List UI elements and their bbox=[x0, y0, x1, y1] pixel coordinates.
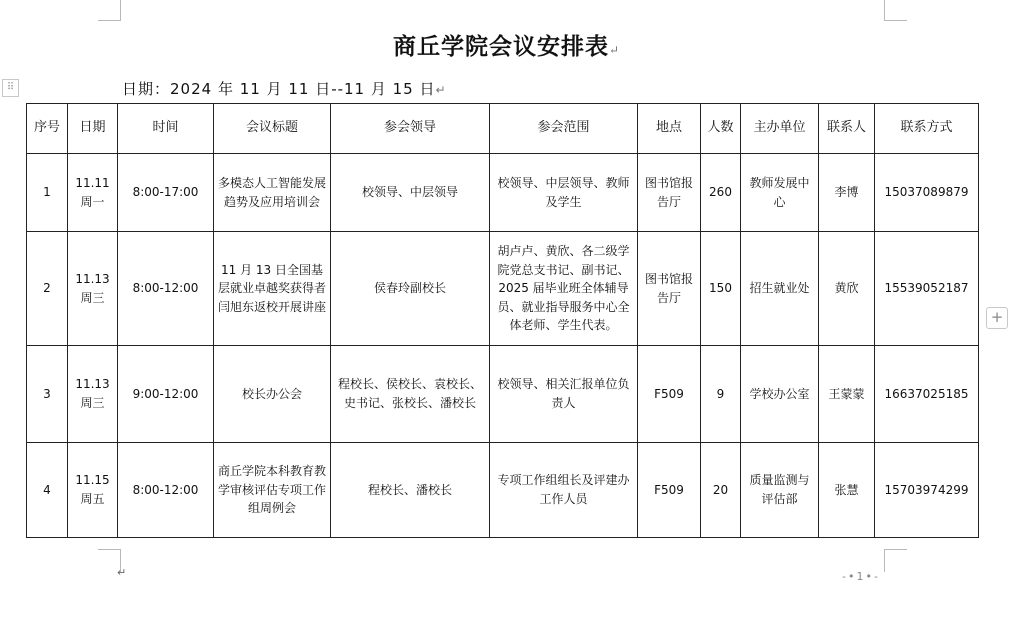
header-host: 主办单位 bbox=[741, 104, 819, 154]
page-number: -•1•- bbox=[842, 570, 880, 583]
cell-topic: 11 月 13 日全国基层就业卓越奖获得者闫旭东返校开展讲座 bbox=[214, 232, 331, 346]
cell-date: 11.15 周五 bbox=[68, 443, 118, 538]
cell-count: 150 bbox=[701, 232, 741, 346]
cell-contact: 李博 bbox=[819, 154, 875, 232]
cell-place: 图书馆报告厅 bbox=[638, 154, 701, 232]
cell-leaders: 校领导、中层领导 bbox=[331, 154, 490, 232]
document-title: 商丘学院会议安排表↵ bbox=[392, 33, 621, 60]
header-time: 时间 bbox=[118, 104, 214, 154]
cell-no: 1 bbox=[27, 154, 68, 232]
table-move-handle-icon[interactable]: ⠿ bbox=[2, 79, 19, 97]
header-count: 人数 bbox=[701, 104, 741, 154]
cell-place: F509 bbox=[638, 443, 701, 538]
date-line: 日期：2024 年 11 月 11 日--11 月 15 日↵ bbox=[122, 80, 447, 98]
header-no: 序号 bbox=[27, 104, 68, 154]
table-header-row bbox=[27, 104, 979, 154]
cell-leaders: 程校长、侯校长、袁校长、史书记、张校长、潘校长 bbox=[331, 346, 490, 443]
header-topic: 会议标题 bbox=[214, 104, 331, 154]
crop-mark-top-left bbox=[98, 0, 121, 21]
cell-topic: 商丘学院本科教育教学审核评估专项工作组周例会 bbox=[214, 443, 331, 538]
cell-leaders: 侯春玲副校长 bbox=[331, 232, 490, 346]
cell-scope: 校领导、相关汇报单位负责人 bbox=[490, 346, 638, 443]
cell-time: 8:00-12:00 bbox=[118, 232, 214, 346]
table-row bbox=[27, 346, 979, 443]
cell-phone: 15037089879 bbox=[875, 154, 979, 232]
cell-phone: 16637025185 bbox=[875, 346, 979, 443]
cell-scope: 校领导、中层领导、教师及学生 bbox=[490, 154, 638, 232]
header-contact: 联系人 bbox=[819, 104, 875, 154]
cell-time: 8:00-17:00 bbox=[118, 154, 214, 232]
cell-time: 9:00-12:00 bbox=[118, 346, 214, 443]
cell-no: 4 bbox=[27, 443, 68, 538]
cell-host: 招生就业处 bbox=[741, 232, 819, 346]
cell-phone: 15703974299 bbox=[875, 443, 979, 538]
crop-mark-top-right bbox=[884, 0, 907, 21]
header-date: 日期 bbox=[68, 104, 118, 154]
meeting-schedule-table bbox=[26, 103, 979, 538]
header-leaders: 参会领导 bbox=[331, 104, 490, 154]
cell-no: 3 bbox=[27, 346, 68, 443]
header-scope: 参会范围 bbox=[490, 104, 638, 154]
cell-phone: 15539052187 bbox=[875, 232, 979, 346]
cell-count: 20 bbox=[701, 443, 741, 538]
cell-time: 8:00-12:00 bbox=[118, 443, 214, 538]
cell-topic: 校长办公会 bbox=[214, 346, 331, 443]
header-phone: 联系方式 bbox=[875, 104, 979, 154]
cell-contact: 张慧 bbox=[819, 443, 875, 538]
cell-host: 学校办公室 bbox=[741, 346, 819, 443]
cell-host: 质量监测与评估部 bbox=[741, 443, 819, 538]
cell-date: 11.11 周一 bbox=[68, 154, 118, 232]
add-row-icon[interactable]: + bbox=[986, 307, 1008, 329]
cell-date: 11.13 周三 bbox=[68, 346, 118, 443]
table-row bbox=[27, 443, 979, 538]
cell-place: F509 bbox=[638, 346, 701, 443]
cell-contact: 王蒙蒙 bbox=[819, 346, 875, 443]
cell-topic: 多模态人工智能发展趋势及应用培训会 bbox=[214, 154, 331, 232]
header-place: 地点 bbox=[638, 104, 701, 154]
crop-mark-bottom-right bbox=[884, 549, 907, 572]
cell-scope: 胡卢卢、黄欣、各二级学院党总支书记、副书记、2025 届毕业班全体辅导员、就业指导服务中心全体老师、学生代表。 bbox=[490, 232, 638, 346]
paragraph-mark: ↵ bbox=[117, 566, 127, 579]
cell-leaders: 程校长、潘校长 bbox=[331, 443, 490, 538]
cell-count: 260 bbox=[701, 154, 741, 232]
cell-contact: 黄欣 bbox=[819, 232, 875, 346]
cell-no: 2 bbox=[27, 232, 68, 346]
cell-scope: 专项工作组组长及评建办工作人员 bbox=[490, 443, 638, 538]
table-row bbox=[27, 154, 979, 232]
cell-date: 11.13 周三 bbox=[68, 232, 118, 346]
cell-place: 图书馆报告厅 bbox=[638, 232, 701, 346]
cell-host: 教师发展中心 bbox=[741, 154, 819, 232]
table-row bbox=[27, 232, 979, 346]
cell-count: 9 bbox=[701, 346, 741, 443]
